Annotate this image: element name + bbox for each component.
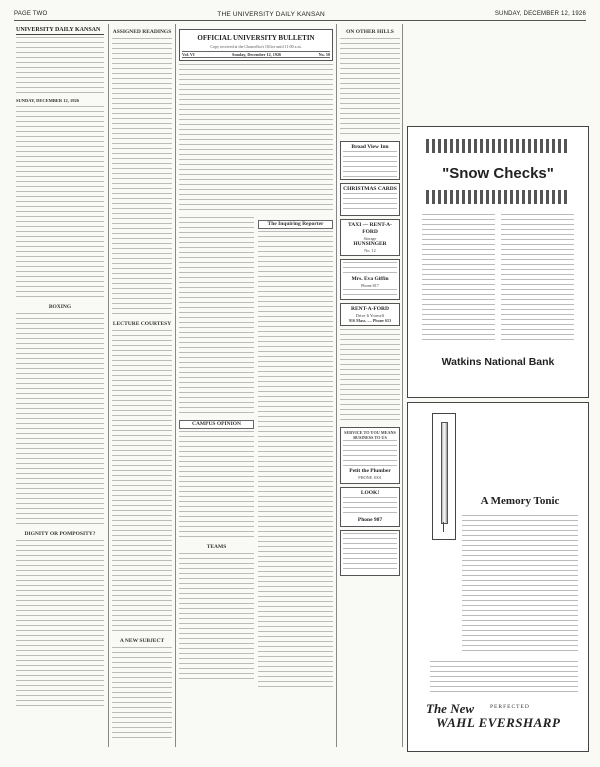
column-rule [402, 24, 403, 747]
paper-name: THE UNIVERSITY DAILY KANSAN [217, 10, 325, 18]
column-ads [340, 26, 400, 751]
page-header [14, 8, 586, 21]
article-text [340, 329, 400, 424]
staff-listing [16, 37, 104, 95]
bulletin-box [179, 29, 333, 61]
heading-other-hills: ON OTHER HILLS [346, 29, 394, 35]
masthead-date: SUNDAY, DECEMBER 12, 1926 [16, 98, 80, 103]
editorial-heading-dignity: DIGNITY OR POMPOSITY? [24, 531, 96, 538]
eversharp-logo [426, 699, 576, 735]
pencil-icon [441, 422, 448, 524]
ad-bottom [340, 530, 400, 576]
rent-ford-title: RENT-A-FORD [351, 305, 389, 312]
bulletin-volume: Vol. VI [182, 52, 195, 58]
article-text [112, 330, 172, 635]
ad-broad-view-inn [340, 141, 400, 180]
article-text [179, 553, 254, 683]
column-readings [112, 26, 172, 751]
plumber-name: Petit the Plumber [349, 468, 391, 475]
column-rule [336, 24, 337, 747]
ad-plumber [340, 427, 400, 484]
article-text [340, 38, 400, 138]
article-text [258, 231, 333, 691]
ad-look [340, 487, 400, 527]
column-rule [108, 24, 109, 747]
masthead-title: UNIVERSITY DAILY KANSAN [16, 26, 104, 35]
heading-assigned-readings: ASSIGNED READINGS [112, 29, 172, 35]
giffin-name: Mrs. Eva Giffin [351, 276, 389, 283]
heading-lecture-courtesy: LECTURE COURTESY [112, 321, 172, 327]
editorial-text [16, 540, 104, 710]
heading-inquiring-reporter: The Inquiring Reporter [258, 220, 333, 229]
ad-rent-a-ford [340, 303, 400, 326]
bulletin-right-column [258, 217, 333, 691]
ad-eversharp [407, 402, 589, 752]
bulletin-title: OFFICIAL UNIVERSITY BULLETIN [197, 34, 315, 42]
drive-yourself: Drive It Yourself [355, 312, 385, 318]
look-title: LOOK! [360, 489, 380, 496]
service-line: SERVICE TO YOU MEANS BUSINESS TO US [344, 430, 396, 441]
column-bulletin [179, 26, 333, 751]
bulletin-number: No. 50 [318, 52, 330, 58]
plumber-phone: PHONE 1001 [358, 475, 382, 481]
article-text [179, 431, 254, 541]
ad-taxi [340, 219, 400, 256]
rent-ford-address: 916 Mass. — Phone 653 [348, 317, 392, 323]
heading-new-subject: A NEW SUBJECT [119, 638, 165, 644]
editorial-text [16, 313, 104, 528]
eversharp-perfected: PERFECTED [490, 704, 530, 710]
taxi-number: No. 12 [364, 248, 376, 254]
watkins-bank-name: Watkins National Bank [441, 356, 555, 368]
article-text [112, 647, 172, 742]
memory-tonic-title: A Memory Tonic [480, 495, 560, 507]
ad-giffin [340, 259, 400, 299]
bulletin-left-column [179, 217, 254, 691]
page-label: PAGE TWO [14, 11, 48, 17]
snowflake-border [426, 190, 570, 204]
ad-christmas-cards [340, 183, 400, 216]
pen-illustration-frame [432, 413, 456, 540]
broad-view-title: Broad View Inn [351, 144, 389, 150]
editorial-heading-boxing: BOXING [48, 304, 72, 311]
column-editorial [16, 26, 104, 751]
bulletin-subtitle: Copy received at the Chancellor's Office until 11:00 a.m. [210, 44, 302, 49]
article-text [179, 217, 254, 417]
eversharp-brand: WAHL EVERSHARP [436, 715, 561, 730]
snowflake-border [426, 139, 570, 153]
article-text [112, 38, 172, 318]
column-rule [175, 24, 176, 747]
bulletin-date: Sunday, December 12, 1926 [232, 52, 282, 58]
bulletin-notices [179, 64, 333, 214]
heading-campus-opinion: CAMPUS OPINION [179, 420, 254, 429]
taxi-title: TAXI — RENT-A-FORD [347, 222, 392, 235]
look-phone: Phone 987 [357, 516, 383, 523]
heading-teams: TEAMS [206, 544, 227, 551]
header-date: SUNDAY, DECEMBER 12, 1926 [494, 11, 586, 17]
eversharp-the-new: The New [426, 701, 475, 716]
ad-watkins-bank [407, 126, 589, 398]
ad-copy [462, 515, 578, 655]
taxi-name: HUNSINGER [353, 241, 387, 248]
bulletin-meta [182, 51, 330, 58]
snow-checks-title: "Snow Checks" [442, 165, 554, 182]
giffin-phone: Phone 817 [361, 283, 379, 289]
ad-fineprint [430, 661, 578, 693]
christmas-cards-title: CHRISTMAS CARDS [343, 186, 397, 192]
taxi-storage: Storage [363, 236, 377, 241]
editorial-text [16, 106, 104, 301]
snow-checks-copy [422, 214, 574, 344]
